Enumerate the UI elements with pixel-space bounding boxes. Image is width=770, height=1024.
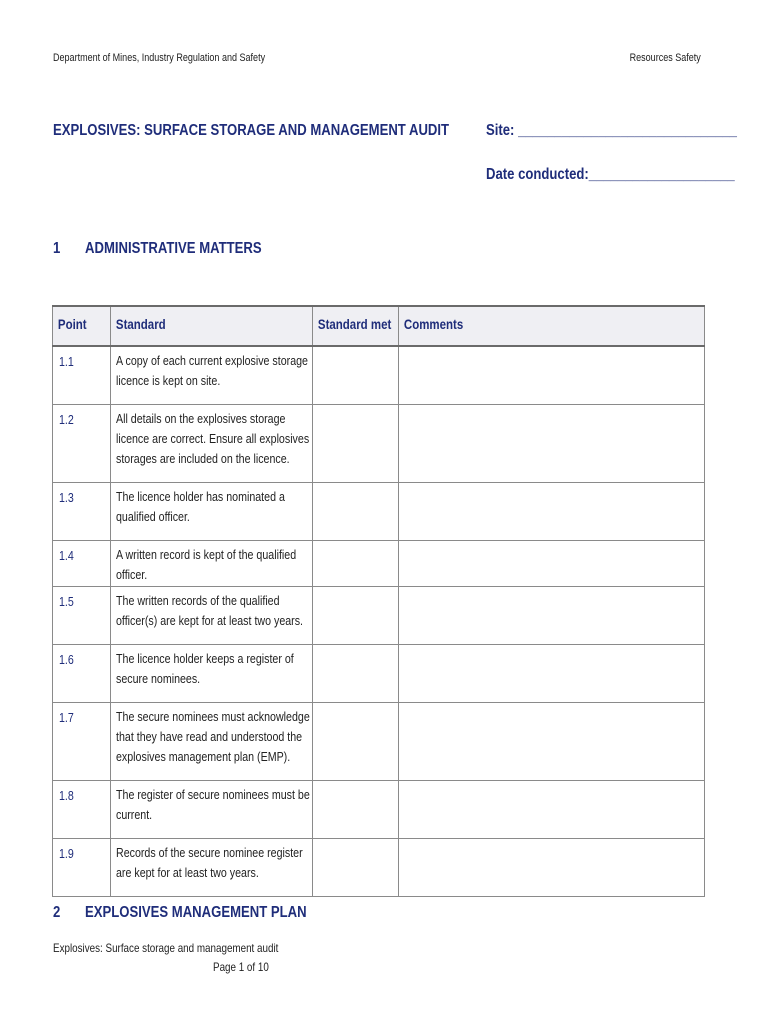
standard-cell: All details on the explosives storage licence are correct. Ensure all explosives storages are included on the licence. <box>111 405 313 483</box>
column-header-standard: Standard <box>111 306 313 346</box>
standard-met-cell[interactable] <box>313 587 399 645</box>
comments-cell[interactable] <box>399 541 705 587</box>
table-row <box>53 483 705 541</box>
standard-met-cell[interactable] <box>313 839 399 897</box>
table-row <box>53 346 705 405</box>
date-conducted-field-label: Date conducted:____________________ <box>486 166 735 183</box>
section-2-number: 2 <box>53 904 61 921</box>
section-1-title: ADMINISTRATIVE MATTERS <box>85 240 262 257</box>
standard-met-cell[interactable] <box>313 541 399 587</box>
column-header-point: Point <box>53 306 111 346</box>
standard-met-cell[interactable] <box>313 703 399 781</box>
point-cell: 1.4 <box>53 541 111 587</box>
standard-cell: The secure nominees must acknowledge that they have read and understood the explosives management plan (EMP). <box>111 703 313 781</box>
comments-cell[interactable] <box>399 645 705 703</box>
table-row <box>53 587 705 645</box>
column-header-standard-met: Standard met <box>313 306 399 346</box>
comments-cell[interactable] <box>399 781 705 839</box>
comments-cell[interactable] <box>399 405 705 483</box>
section-2-title: EXPLOSIVES MANAGEMENT PLAN <box>85 904 307 921</box>
table-header-row <box>53 306 705 346</box>
header-department: Department of Mines, Industry Regulation and Safety <box>53 52 266 64</box>
standard-met-cell[interactable] <box>313 645 399 703</box>
standard-cell: A written record is kept of the qualified officer. <box>111 541 313 587</box>
point-cell: 1.6 <box>53 645 111 703</box>
point-cell: 1.5 <box>53 587 111 645</box>
standard-met-cell[interactable] <box>313 346 399 405</box>
table-row <box>53 541 705 587</box>
standard-cell: The licence holder has nominated a qualified officer. <box>111 483 313 541</box>
document-title: EXPLOSIVES: SURFACE STORAGE AND MANAGEMENT AUDIT <box>53 122 450 139</box>
standard-cell: Records of the secure nominee register are kept for at least two years. <box>111 839 313 897</box>
standard-cell: A copy of each current explosive storage licence is kept on site. <box>111 346 313 405</box>
standard-met-cell[interactable] <box>313 781 399 839</box>
point-cell: 1.8 <box>53 781 111 839</box>
point-cell: 1.3 <box>53 483 111 541</box>
comments-cell[interactable] <box>399 346 705 405</box>
standard-met-cell[interactable] <box>313 483 399 541</box>
header-division: Resources Safety <box>629 52 701 64</box>
footer-document-name: Explosives: Surface storage and management audit <box>53 941 279 955</box>
table-row <box>53 703 705 781</box>
column-header-comments: Comments <box>399 306 705 346</box>
point-cell: 1.7 <box>53 703 111 781</box>
comments-cell[interactable] <box>399 587 705 645</box>
audit-table <box>52 305 705 897</box>
comments-cell[interactable] <box>399 839 705 897</box>
footer-page-number: Page 1 of 10 <box>213 960 269 974</box>
table-row <box>53 405 705 483</box>
point-cell: 1.2 <box>53 405 111 483</box>
standard-met-cell[interactable] <box>313 405 399 483</box>
point-cell: 1.9 <box>53 839 111 897</box>
section-1-number: 1 <box>53 240 61 257</box>
standard-cell: The written records of the qualified officer(s) are kept for at least two years. <box>111 587 313 645</box>
standard-cell: The licence holder keeps a register of secure nominees. <box>111 645 313 703</box>
table-row <box>53 781 705 839</box>
comments-cell[interactable] <box>399 703 705 781</box>
comments-cell[interactable] <box>399 483 705 541</box>
table-row <box>53 645 705 703</box>
table-row <box>53 839 705 897</box>
point-cell: 1.1 <box>53 346 111 405</box>
site-field-label: Site: ______________________________ <box>486 122 737 139</box>
standard-cell: The register of secure nominees must be current. <box>111 781 313 839</box>
